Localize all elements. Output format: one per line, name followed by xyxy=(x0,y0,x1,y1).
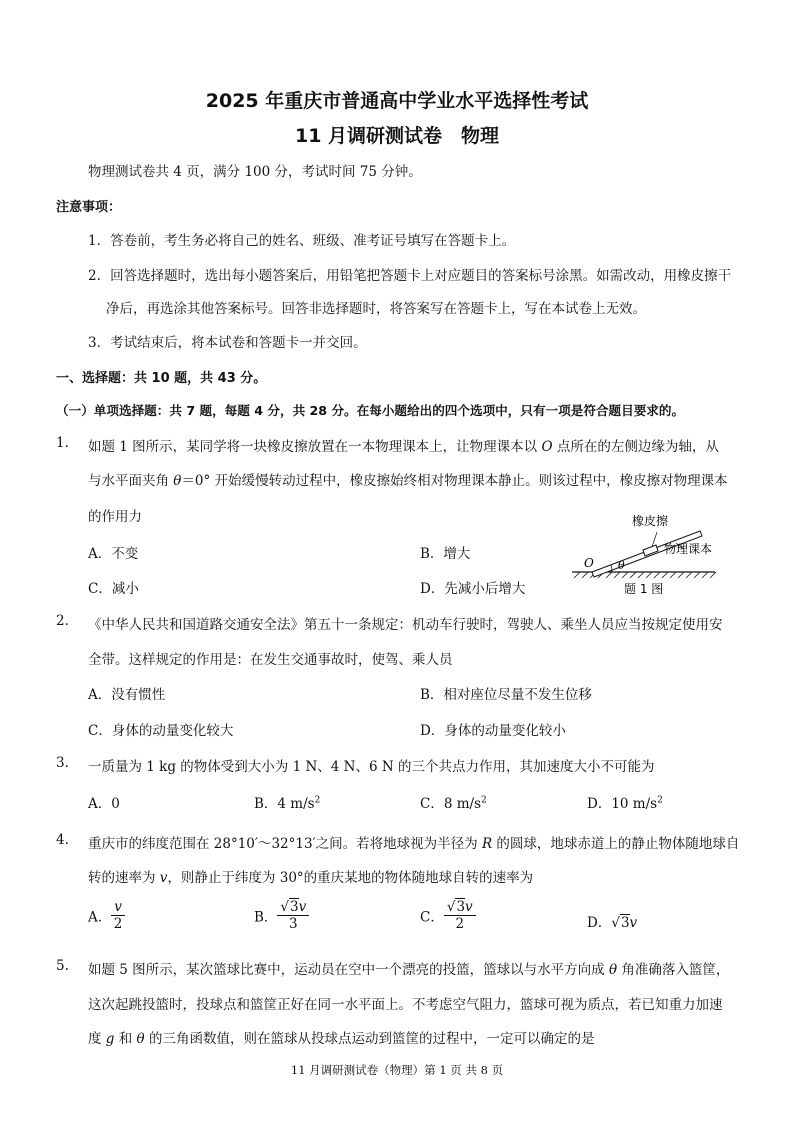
figure-1 xyxy=(560,505,730,600)
option-a: A．0 xyxy=(88,796,120,812)
question-number: 4. xyxy=(56,832,69,848)
option-d: D．√3v xyxy=(587,915,638,931)
question-text: 转的速率为 v，则静止于纬度为 30°的重庆某地的物体随地球自转的速率为 xyxy=(88,870,534,886)
exam-title: 2025 年重庆市普通高中学业水平选择性考试 xyxy=(205,90,589,112)
question-text: 度 g 和 θ 的三角函数值，则在篮球从投球点运动到篮筐的过程中，一定可以确定的是 xyxy=(88,1031,595,1047)
question-text: 如题 1 图所示，某同学将一块橡皮擦放置在一本物理课本上，让物理课本以 O 点所在的左侧边缘为轴，从 xyxy=(88,439,719,455)
option-b: B．相对座位尽量不发生位移 xyxy=(420,687,592,703)
question-text: 一质量为 1 kg 的物体受到大小为 1 N、4 N、6 N 的三个共点力作用，其加速度大小不可能为 xyxy=(88,759,655,775)
question-text: 重庆市的纬度范围在 28°10′～32°13′之间。若将地球视为半径为 R 的圆球，地球赤道上的静止物体随地球自 xyxy=(88,836,740,852)
option-b: B．增大 xyxy=(420,546,471,562)
option-b: B． $\frac{√3v}{3}$ xyxy=(254,900,309,931)
question-text: 如题 5 图所示，某次篮球比赛中，运动员在空中一个漂亮的投篮，篮球以与水平方向成 θ 角准确落入篮筐， xyxy=(88,962,730,978)
option-b: B．4 $m/s^2$ xyxy=(254,795,321,812)
question-text: 《中华人民共和国道路交通安全法》第五十一条规定：机动车行驶时，驾驶人、乘坐人员应当按规定使用安 xyxy=(88,617,723,633)
label-book: 物理课本 xyxy=(664,542,713,556)
question-number: 3. xyxy=(56,755,69,771)
page-footer: 11 月调研测试卷（物理）第 1 页 共 8 页 xyxy=(290,1063,504,1077)
question-number: 1. xyxy=(56,435,69,451)
intro-text: 物理测试卷共 4 页，满分 100 分，考试时间 75 分钟。 xyxy=(88,164,422,180)
question-text: 全带。这样规定的作用是：在发生交通事故时，使驾、乘人员 xyxy=(88,652,453,668)
option-c: C．减小 xyxy=(88,581,139,597)
question-number: 5. xyxy=(56,958,69,974)
question-text: 与水平面夹角 θ＝0° 开始缓慢转动过程中，橡皮擦始终相对物理课本静止。则该过程中，橡皮擦对物理课本 xyxy=(88,473,728,489)
option-a: A．不变 xyxy=(88,546,139,562)
label-o: O xyxy=(584,556,594,570)
note-item: 净后，再选涂其他答案标号。回答非选择题时，将答案写在答题卡上，写在本试卷上无效。 xyxy=(106,301,646,317)
question-text: 这次起跳投篮时，投球点和篮筐正好在同一水平面上。不考虑空气阻力，篮球可视为质点，若已知重力加速 xyxy=(88,997,723,1013)
option-c: C．8 $m/s^2$ xyxy=(420,795,487,812)
option-c: C． $\frac{√3v}{2}$ xyxy=(420,900,476,931)
option-d: D．先减小后增大 xyxy=(420,581,526,597)
question-number: 2. xyxy=(56,613,69,629)
label-eraser: 橡皮擦 xyxy=(632,514,669,528)
note-item: 2．回答选择题时，选出每小题答案后，用铅笔把答题卡上对应题目的答案标号涂黑。如需改动，用橡皮擦干 xyxy=(88,268,732,284)
notes-heading: 注意事项： xyxy=(56,200,122,215)
eraser-shape xyxy=(643,545,658,556)
subsection-heading: （一）单项选择题：共 7 题，每题 4 分，共 28 分。在每小题给出的四个选项中，只有一项是符合题目要求的。 xyxy=(56,403,685,418)
option-d: D．身体的动量变化较小 xyxy=(420,723,566,739)
exam-subtitle: 11 月调研测试卷 物理 xyxy=(294,125,500,147)
figure-caption: 题 1 图 xyxy=(624,582,664,596)
note-item: 1．答卷前，考生务必将自己的姓名、班级、准考证号填写在答题卡上。 xyxy=(88,233,516,249)
option-a: A．没有惯性 xyxy=(88,687,166,703)
option-a: A． $\frac{v}{2}$ xyxy=(88,900,125,931)
option-c: C．身体的动量变化较大 xyxy=(88,723,234,739)
question-text: 的作用力 xyxy=(88,509,142,525)
option-d: D．10 $m/s^2$ xyxy=(587,795,663,812)
label-theta: θ xyxy=(618,559,625,572)
note-item: 3．考试结束后，将本试卷和答题卡一并交回。 xyxy=(88,335,367,351)
section-heading: 一、选择题：共 10 题，共 43 分。 xyxy=(56,371,267,386)
